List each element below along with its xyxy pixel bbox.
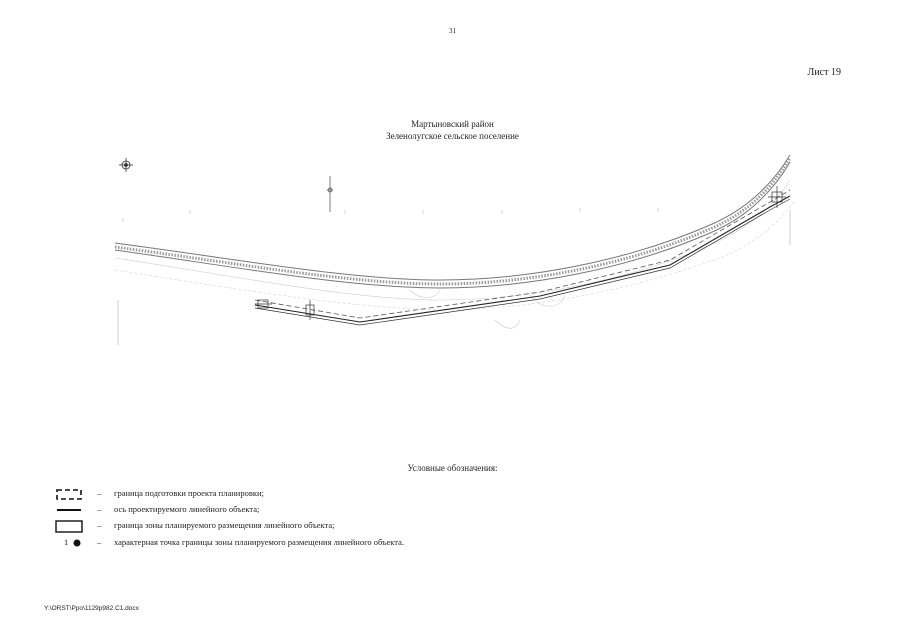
marker-icon xyxy=(327,176,333,212)
solid-rect-icon xyxy=(52,520,92,534)
solid-line-icon xyxy=(52,504,92,518)
legend-dash: – xyxy=(97,488,102,498)
legend-item-zone-boundary xyxy=(52,520,552,534)
legend-item-axis xyxy=(52,504,552,518)
legend-item-point xyxy=(52,537,572,551)
point-icon xyxy=(70,537,84,551)
legend-text: граница зоны планируемого размещения линейного объекта; xyxy=(114,520,335,530)
dashed-rect-icon xyxy=(52,488,92,502)
map-title xyxy=(0,118,905,142)
page-number: 31 xyxy=(449,27,456,35)
legend-dash: – xyxy=(97,504,102,514)
footer-file-path: Y:\ORST\Ppo\1129p982.C1.docx xyxy=(44,605,139,612)
planning-map xyxy=(110,150,800,355)
legend-title: Условные обозначения: xyxy=(407,463,498,473)
district-name: Мартыновский район xyxy=(411,119,494,129)
legend-dash: – xyxy=(97,537,102,547)
sheet-label: Лист 19 xyxy=(807,67,841,78)
compass-icon xyxy=(119,158,133,172)
legend-item-planning-boundary xyxy=(52,488,552,502)
legend-dash: – xyxy=(97,520,102,530)
legend-text: граница подготовки проекта планировки; xyxy=(114,488,264,498)
settlement-name: Зеленолугское сельское поселение xyxy=(386,131,519,141)
legend-text: характерная точка границы зоны планируемого размещения линейного объекта. xyxy=(114,537,405,547)
legend-text: ось проектируемого линейного объекта; xyxy=(114,504,260,514)
point-label: 1 xyxy=(64,537,69,547)
